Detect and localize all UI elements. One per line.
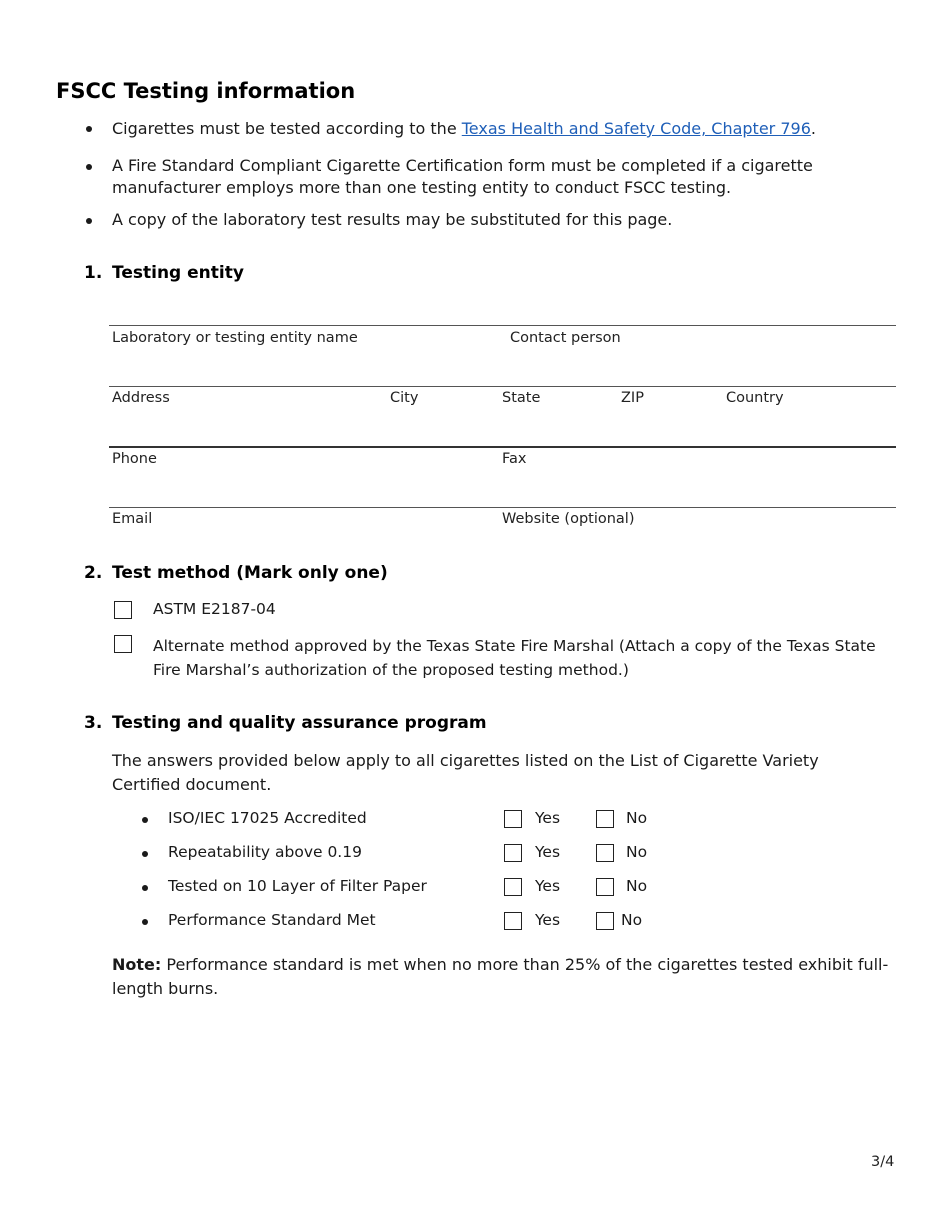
intro-bullet-2: A Fire Standard Compliant Cigarette Certification form must be completed if a cigarette manufacturer employs more than one testing entity to conduct FSCC testing. <box>112 156 813 197</box>
intro-bullet-3: A copy of the laboratory test results may be substituted for this page. <box>112 210 673 229</box>
performance-no-checkbox[interactable] <box>596 912 614 930</box>
performance-yes-checkbox[interactable] <box>504 912 522 930</box>
bullet-dot <box>142 817 148 823</box>
country-input[interactable] <box>726 413 891 439</box>
intro-bullet-1-suffix: . <box>810 119 816 138</box>
no-label: No <box>621 911 643 929</box>
section-2-heading: Test method (Mark only one) <box>112 563 388 583</box>
iso-no-checkbox[interactable] <box>596 810 614 828</box>
phone-input[interactable] <box>112 474 492 500</box>
city-input[interactable] <box>390 413 495 439</box>
yes-label: Yes <box>535 809 561 827</box>
field-divider <box>109 507 896 508</box>
bullet-dot <box>142 885 148 891</box>
filter-paper-yes-checkbox[interactable] <box>504 878 522 896</box>
filter-paper-no-checkbox[interactable] <box>596 878 614 896</box>
country-label: Country <box>726 390 784 406</box>
state-label: State <box>502 390 541 406</box>
lab-name-label: Laboratory or testing entity name <box>112 330 358 346</box>
repeatability-yes-checkbox[interactable] <box>504 844 522 862</box>
note-text: Performance standard is met when no more than 25% of the cigarettes tested exhibit full-length burns. <box>112 955 889 998</box>
fax-input[interactable] <box>502 474 890 500</box>
zip-input[interactable] <box>621 413 719 439</box>
city-label: City <box>390 390 419 406</box>
bullet-dot <box>86 218 92 224</box>
intro-bullet-1-prefix: Cigarettes must be tested according to the <box>112 119 462 138</box>
section-1-number: 1. <box>84 263 103 283</box>
no-label: No <box>626 843 648 861</box>
section-3-intro: The answers provided below apply to all cigarettes listed on the List of Cigarette Variety Certified document. <box>112 751 819 794</box>
field-divider <box>109 386 896 387</box>
astm-option-label: ASTM E2187-04 <box>153 600 276 618</box>
section-3-number: 3. <box>84 713 103 733</box>
qa-item-label: Performance Standard Met <box>168 911 376 929</box>
section-1-heading: Testing entity <box>112 263 244 283</box>
yes-label: Yes <box>535 843 561 861</box>
note-label: Note: <box>112 955 162 974</box>
qa-item-label: ISO/IEC 17025 Accredited <box>168 809 367 827</box>
bullet-dot <box>86 126 92 132</box>
email-label: Email <box>112 511 153 527</box>
bullet-dot <box>142 919 148 925</box>
qa-item-label: Repeatability above 0.19 <box>168 843 362 861</box>
email-input[interactable] <box>112 532 492 552</box>
alternate-method-checkbox[interactable] <box>114 635 132 653</box>
contact-person-label: Contact person <box>510 330 621 346</box>
page-title: FSCC Testing information <box>56 79 356 103</box>
website-label: Website (optional) <box>502 511 635 527</box>
state-input[interactable] <box>502 413 614 439</box>
no-label: No <box>626 809 648 827</box>
website-input[interactable] <box>640 511 890 531</box>
phone-label: Phone <box>112 451 157 467</box>
yes-label: Yes <box>535 911 561 929</box>
intro-bullet-1 <box>112 118 816 140</box>
texas-health-safety-code-link[interactable]: Texas Health and Safety Code, Chapter 796 <box>461 119 811 138</box>
repeatability-no-checkbox[interactable] <box>596 844 614 862</box>
section-3-heading: Testing and quality assurance program <box>112 713 487 733</box>
qa-item-label: Tested on 10 Layer of Filter Paper <box>168 877 427 895</box>
field-divider <box>109 446 896 448</box>
no-label: No <box>626 877 648 895</box>
section-2-number: 2. <box>84 563 103 583</box>
bullet-dot <box>86 164 92 170</box>
zip-label: ZIP <box>621 390 644 406</box>
bullet-dot <box>142 851 148 857</box>
astm-checkbox[interactable] <box>114 601 132 619</box>
contact-person-input[interactable] <box>510 352 890 378</box>
yes-label: Yes <box>535 877 561 895</box>
address-label: Address <box>112 390 170 406</box>
alternate-method-option-label: Alternate method approved by the Texas State Fire Marshal (Attach a copy of the Texas State Fire Marshal’s authorization of the proposed testing method.) <box>153 637 876 679</box>
field-divider <box>109 325 896 326</box>
address-input[interactable] <box>112 413 382 439</box>
note-paragraph <box>112 953 897 1001</box>
iso-yes-checkbox[interactable] <box>504 810 522 828</box>
page-number: 3/4 <box>871 1154 895 1170</box>
lab-name-input[interactable] <box>112 352 497 378</box>
fax-label: Fax <box>502 451 527 467</box>
